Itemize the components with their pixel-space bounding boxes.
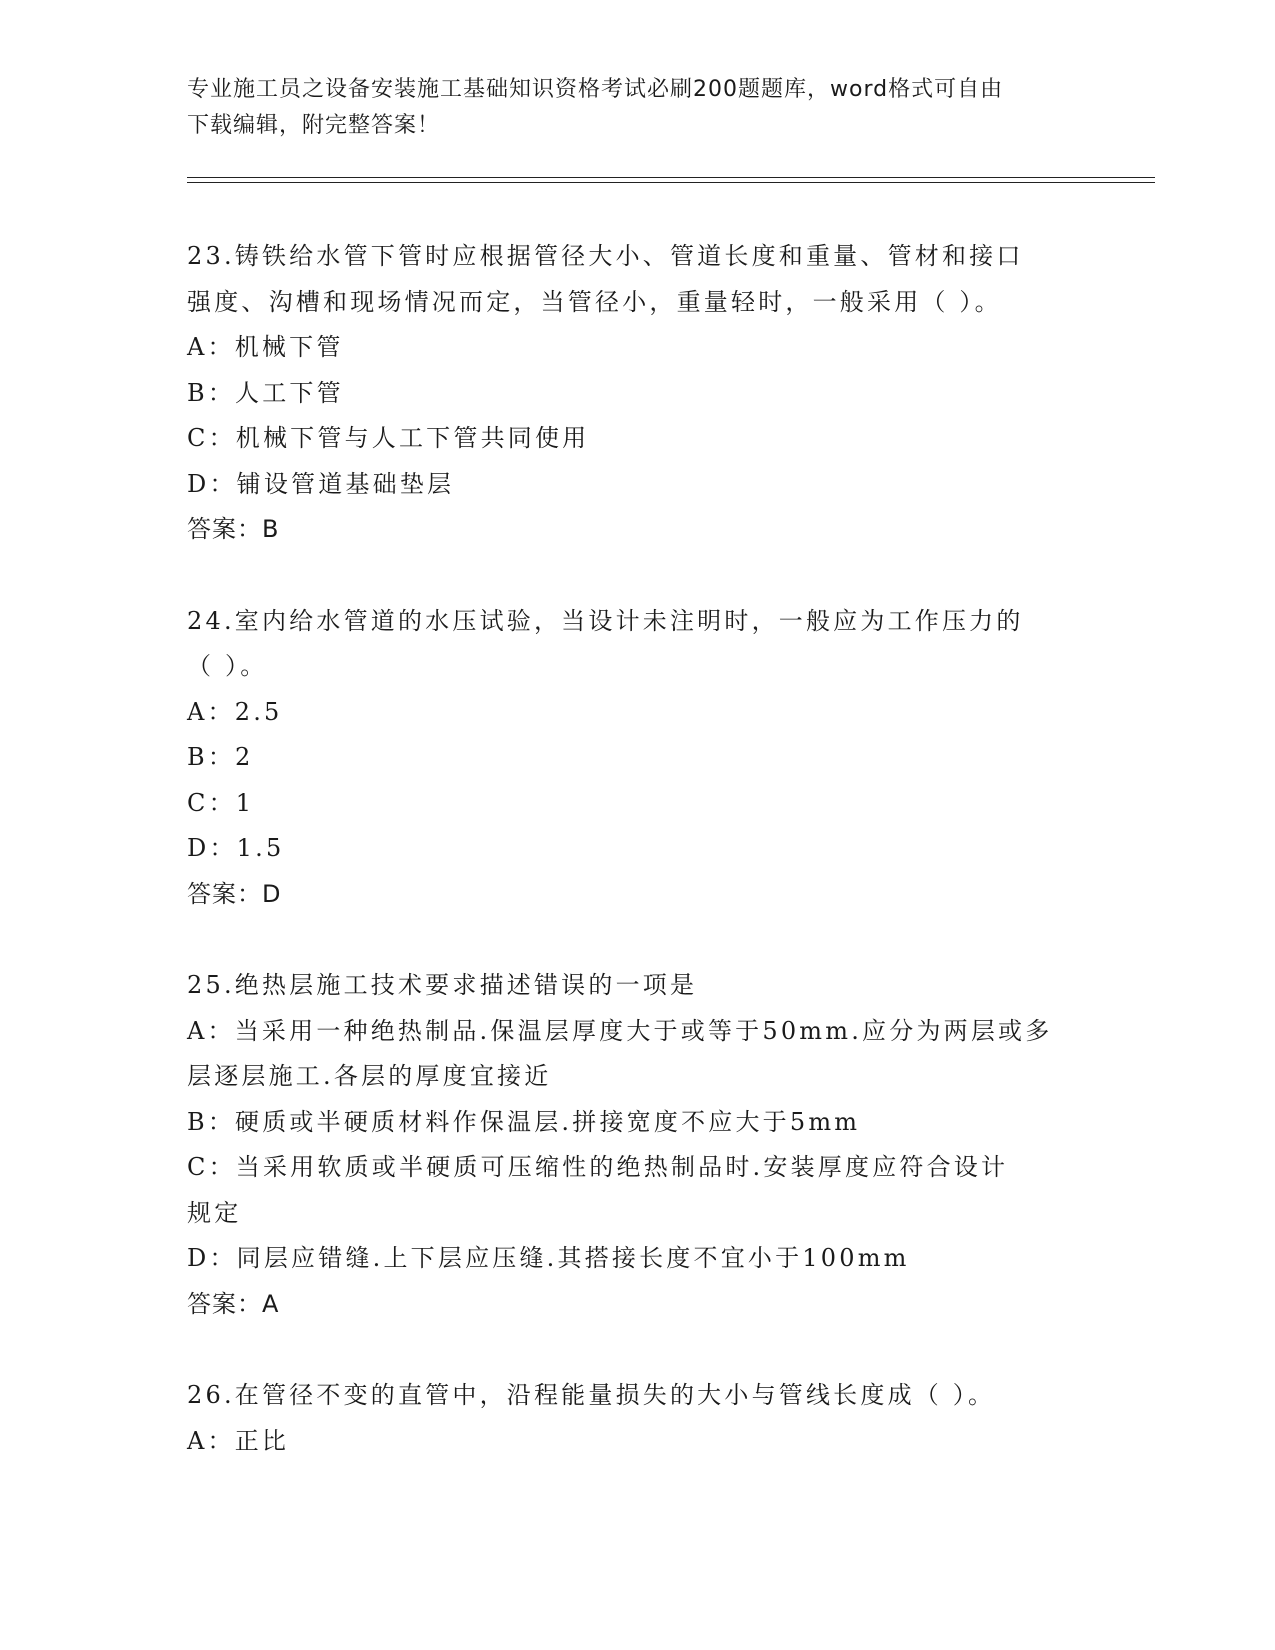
option-d: D：铺设管道基础垫层 xyxy=(187,469,455,498)
question-stem-line: 强度、沟槽和现场情况而定，当管径小，重量轻时，一般采用（ ）。 xyxy=(187,287,1002,316)
option-d: D：同层应错缝.上下层应压缝.其搭接长度不宜小于100mm xyxy=(187,1244,910,1272)
document-header xyxy=(187,72,1067,144)
question-gap xyxy=(187,917,1147,963)
header-divider-top xyxy=(187,177,1155,178)
question-26 xyxy=(187,1373,1147,1464)
question-24 xyxy=(187,599,1147,918)
option-b: B：硬质或半硬质材料作保温层.拼接宽度不应大于5mm xyxy=(187,1107,861,1136)
answer: 答案：D xyxy=(187,879,282,908)
header-line-2: 下载编辑，附完整答案！ xyxy=(187,113,441,138)
option-b: B：2 xyxy=(187,743,254,771)
question-stem-line: 24.室内给水管道的水压试验，当设计未注明时，一般应为工作压力的 xyxy=(187,606,1024,635)
question-25 xyxy=(187,963,1147,1327)
option-a-continued: 层逐层施工.各层的厚度宜接近 xyxy=(187,1062,552,1090)
option-a: A：机械下管 xyxy=(187,333,344,361)
question-23 xyxy=(187,234,1147,553)
option-c-continued: 规定 xyxy=(187,1198,242,1227)
question-stem-line: 26.在管径不变的直管中，沿程能量损失的大小与管线长度成（ ）。 xyxy=(187,1381,996,1409)
option-a: A：当采用一种绝热制品.保温层厚度大于或等于50mm.应分为两层或多 xyxy=(187,1016,1053,1045)
answer: 答案：B xyxy=(187,515,280,543)
answer: 答案：A xyxy=(187,1289,280,1318)
option-d: D：1.5 xyxy=(187,834,285,862)
question-gap xyxy=(187,553,1147,599)
option-a: A：2.5 xyxy=(187,697,283,726)
option-a: A：正比 xyxy=(187,1426,290,1455)
question-list xyxy=(187,234,1147,1464)
question-stem-line: （ ）。 xyxy=(187,652,268,680)
question-stem-line: 23.铸铁给水管下管时应根据管径大小、管道长度和重量、管材和接口 xyxy=(187,242,1024,270)
option-c: C：机械下管与人工下管共同使用 xyxy=(187,424,590,452)
option-b: B：人工下管 xyxy=(187,378,344,407)
question-stem-line: 25.绝热层施工技术要求描述错误的一项是 xyxy=(187,971,698,999)
option-c: C：当采用软质或半硬质可压缩性的绝热制品时.安装厚度应符合设计 xyxy=(187,1153,1009,1181)
header-line-1: 专业施工员之设备安装施工基础知识资格考试必刷200题题库，word格式可自由 xyxy=(187,77,1004,102)
question-gap xyxy=(187,1327,1147,1373)
header-divider-bottom xyxy=(187,182,1155,183)
option-c: C：1 xyxy=(187,788,255,817)
